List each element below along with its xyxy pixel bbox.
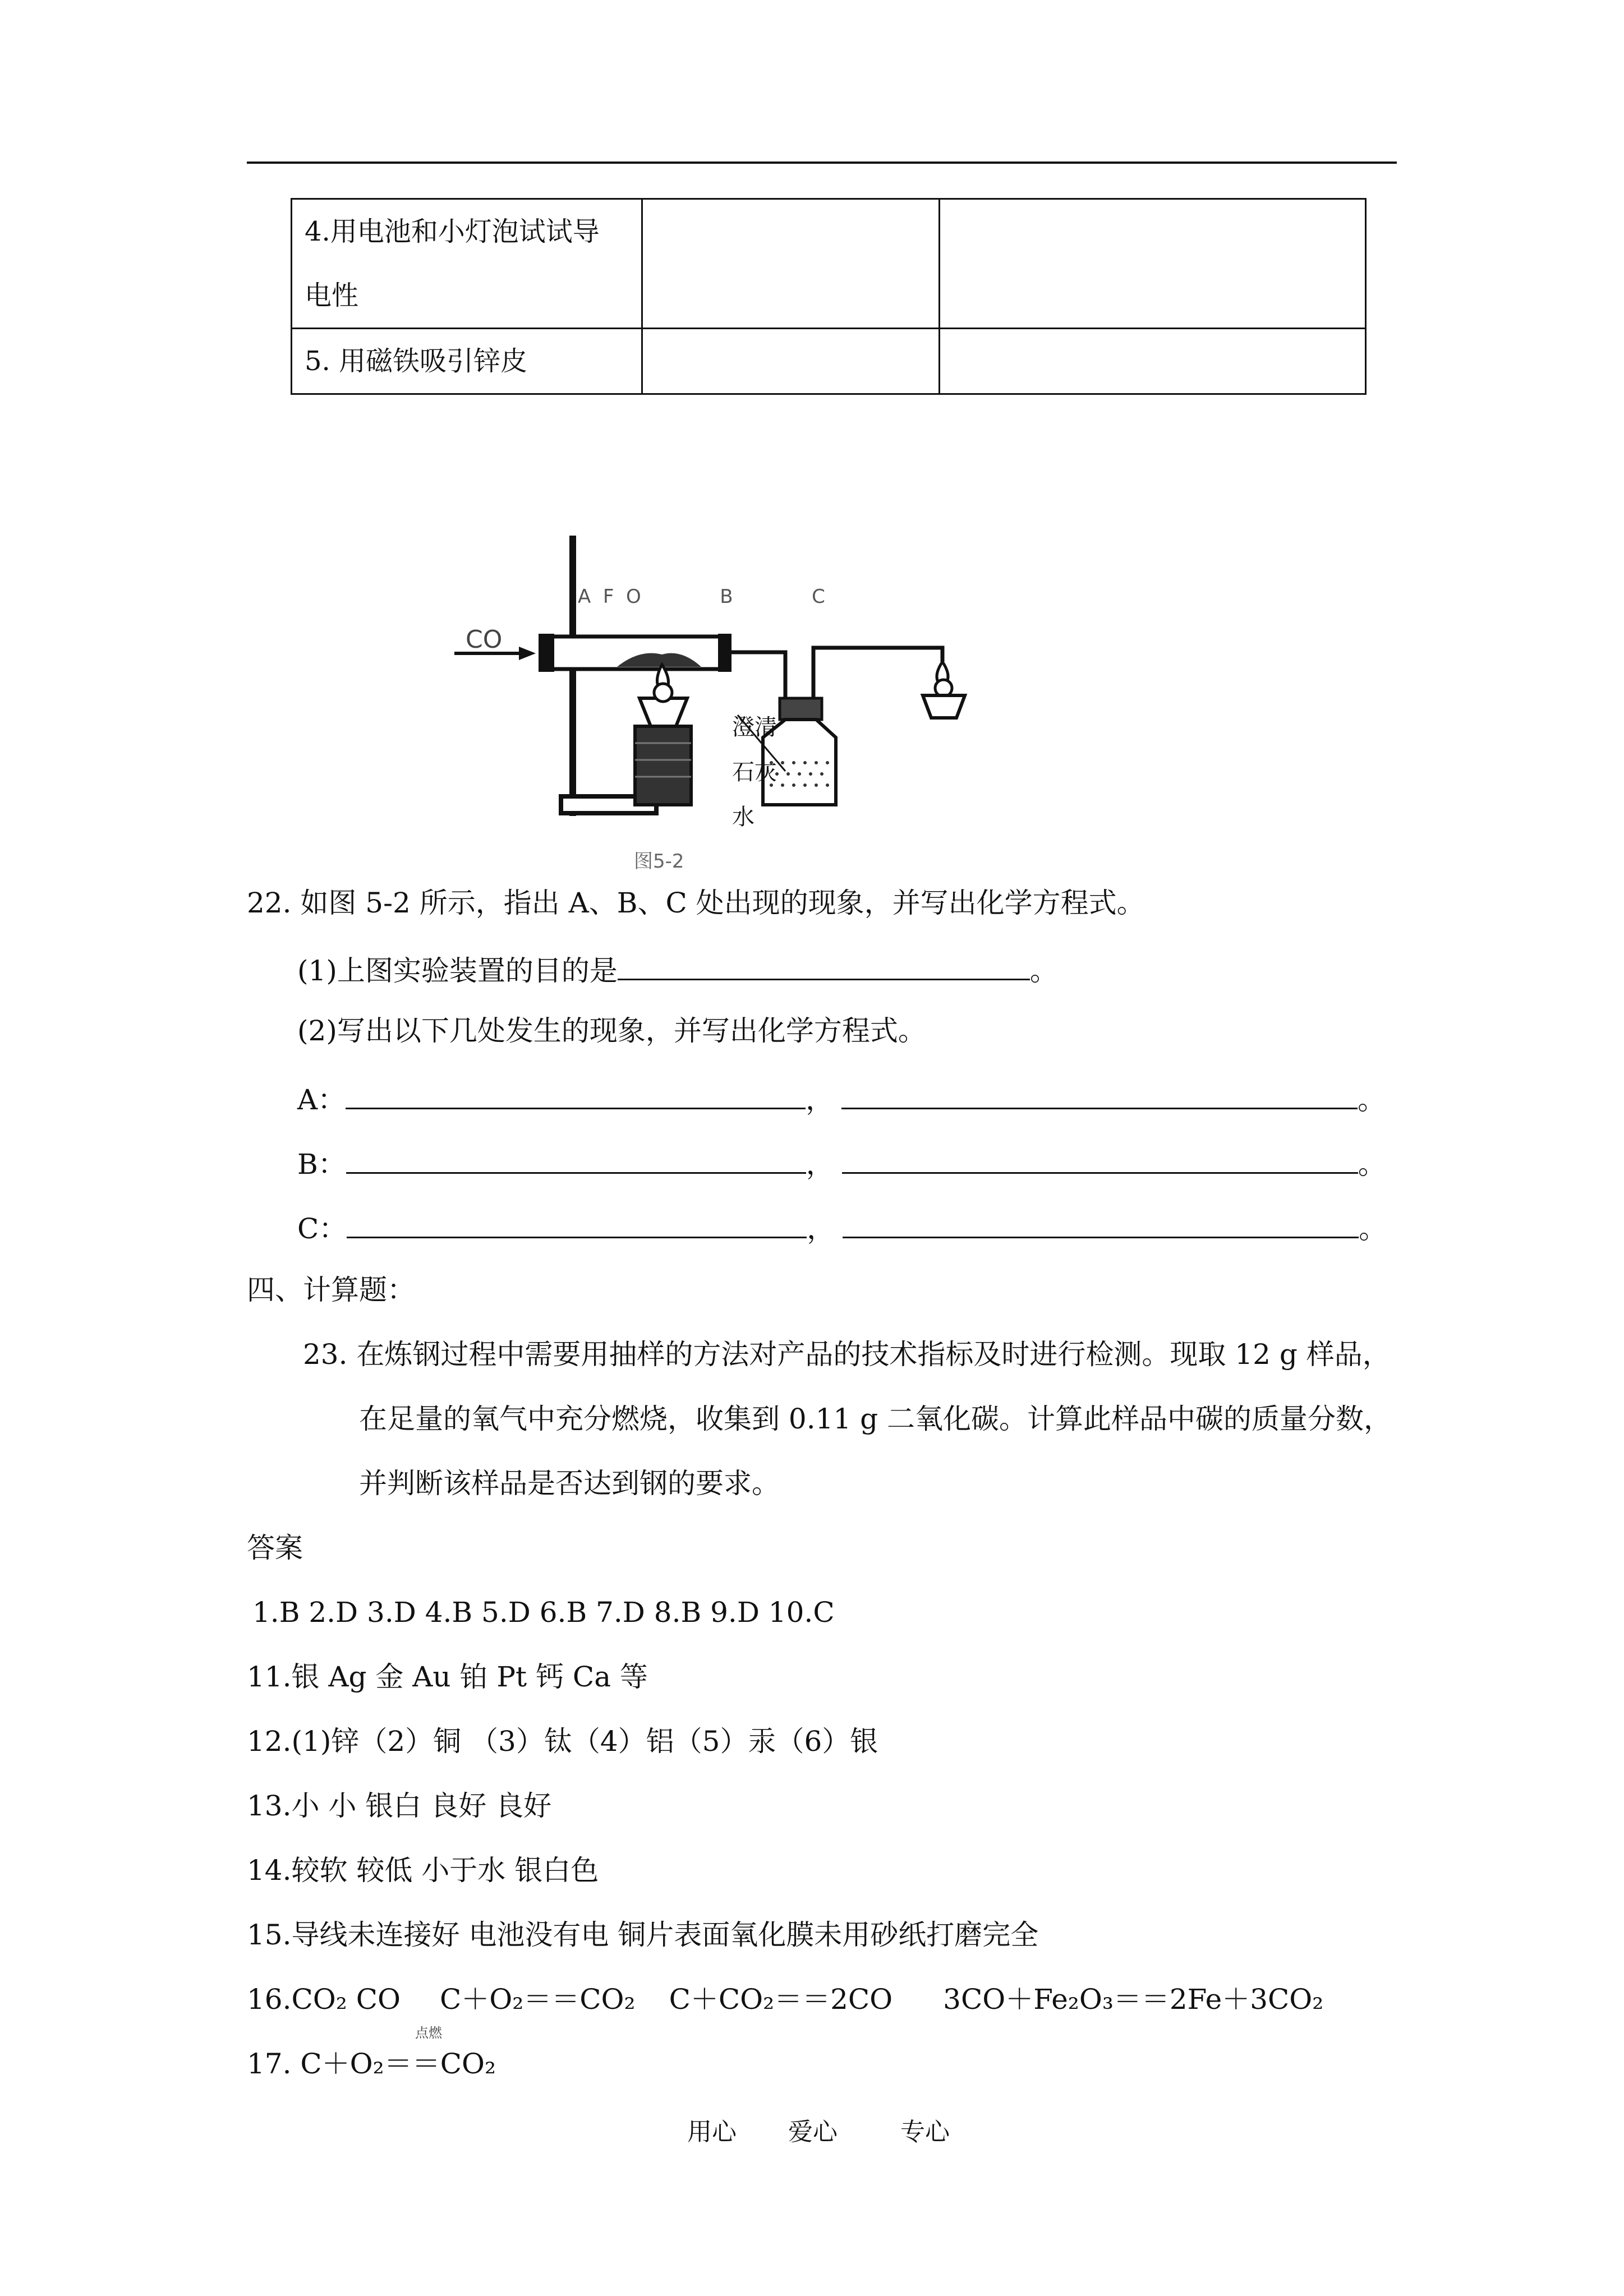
co-label: CO — [466, 625, 503, 654]
tube-stopper-left — [539, 634, 554, 672]
answer-line: 1.B 2.D 3.D 4.B 5.D 6.B 7.D 8.B 9.D 10.C — [252, 1596, 835, 1629]
bottle-label-3: 水 — [732, 804, 755, 830]
equation: C＋O₂＝＝CO₂ — [439, 1983, 636, 2016]
table-cell-text: 4.用电池和小灯泡试试导 — [305, 216, 600, 247]
q23-line1: 23. 在炼钢过程中需要用抽样的方法对产品的技术指标及时进行检测。现取 12 g 样品， — [303, 1338, 1391, 1371]
footer-text: 用心 — [687, 2118, 737, 2146]
bottle-label-1: 澄清 — [732, 714, 777, 740]
burner-top-right — [923, 695, 965, 718]
arrow-head-icon — [519, 647, 536, 660]
table-cell — [292, 199, 642, 329]
bottle-label-2: 石灰 — [732, 759, 777, 785]
row-end: 。 — [1358, 1148, 1386, 1181]
row-label: B： — [297, 1148, 346, 1181]
row-sep: ， — [806, 1148, 834, 1181]
answer-blank[interactable] — [347, 1209, 807, 1238]
row-sep: ， — [807, 1212, 835, 1245]
table-cell-text: 电性 — [305, 280, 359, 311]
burner-wick — [654, 684, 672, 702]
equation: 3CO＋Fe₂O₃＝＝2Fe＋3CO₂ — [943, 1983, 1324, 2016]
row-end: 。 — [1358, 1084, 1386, 1116]
q22-row-b — [297, 1144, 1386, 1181]
answer-blank[interactable] — [346, 1144, 806, 1174]
outlet-pipe — [813, 648, 942, 718]
table-row — [292, 199, 1366, 329]
answer-blank[interactable] — [842, 1144, 1358, 1174]
tube-stopper-right — [718, 634, 732, 672]
top-labels: A F O B C — [578, 585, 825, 608]
table-cell: 5. 用磁铁吸引锌皮 — [292, 329, 642, 394]
q22-part1-suffix: 。 — [1029, 955, 1058, 987]
figure-caption: 图5-2 — [634, 850, 684, 872]
q22-part1-prefix: (1)上图实验装置的目的是 — [297, 955, 618, 987]
stand-rod — [569, 536, 576, 816]
row-label: A： — [297, 1084, 346, 1116]
table-row — [292, 329, 1366, 394]
answer-blank[interactable] — [841, 1080, 1358, 1109]
q22-row-a — [297, 1080, 1386, 1117]
header-rule — [247, 162, 1397, 164]
answer-line: 14.较软 较低 小于水 银白色 — [247, 1854, 599, 1887]
answer-blank[interactable] — [843, 1209, 1359, 1238]
equation: CO₂ CO — [291, 1983, 401, 2016]
row-sep: ， — [806, 1084, 834, 1116]
q22-stem: 22. 如图 5-2 所示，指出 A、B、C 处出现的现象，并写出化学方程式。 — [247, 887, 1145, 919]
answer-prefix: 16. — [247, 1983, 292, 2016]
table-cell — [940, 199, 1366, 329]
answer-line: 11.银 Ag 金 Au 铂 Pt 钙 Ca 等 — [247, 1661, 648, 1693]
experiment-table — [291, 198, 1367, 395]
answers-heading: 答案 — [247, 1532, 303, 1564]
row-end: 。 — [1359, 1212, 1387, 1245]
burner-base-block — [635, 726, 691, 805]
apparatus-figure — [426, 524, 1015, 872]
q22-row-c — [297, 1209, 1387, 1246]
bottle-stopper — [780, 698, 822, 720]
answer-blank[interactable] — [618, 951, 1030, 980]
row-label: C： — [297, 1212, 347, 1245]
answer-blank[interactable] — [346, 1080, 806, 1109]
q22-part1 — [297, 951, 1058, 988]
table-cell — [642, 199, 940, 329]
footer-text: 爱心 — [788, 2118, 838, 2146]
table-cell — [940, 329, 1366, 394]
answer-line: 12.(1)锌（2）铜 （3）钛（4）铝（5）汞（6）银 — [247, 1725, 878, 1758]
footer-text: 专心 — [900, 2118, 950, 2146]
answer-line-16 — [247, 1983, 1323, 2016]
equation: C＋CO₂＝＝2CO — [669, 1983, 893, 2016]
condition-note: 点燃 — [415, 2025, 442, 2041]
table-cell — [642, 329, 940, 394]
q23-line2: 在足量的氧气中充分燃烧，收集到 0.11 g 二氧化碳。计算此样品中碳的质量分数， — [359, 1403, 1392, 1435]
q23-line3: 并判断该样品是否达到钢的要求。 — [359, 1467, 780, 1500]
q22-part2: (2)写出以下几处发生的现象，并写出化学方程式。 — [297, 1015, 926, 1047]
answer-line: 17. C＋O₂＝＝CO₂ — [247, 2048, 496, 2080]
answer-line: 15.导线未连接好 电池没有电 铜片表面氧化膜未用砂纸打磨完全 — [247, 1919, 1039, 1951]
answer-line: 13.小 小 银白 良好 良好 — [247, 1790, 552, 1822]
section-heading: 四、计算题： — [247, 1274, 415, 1306]
